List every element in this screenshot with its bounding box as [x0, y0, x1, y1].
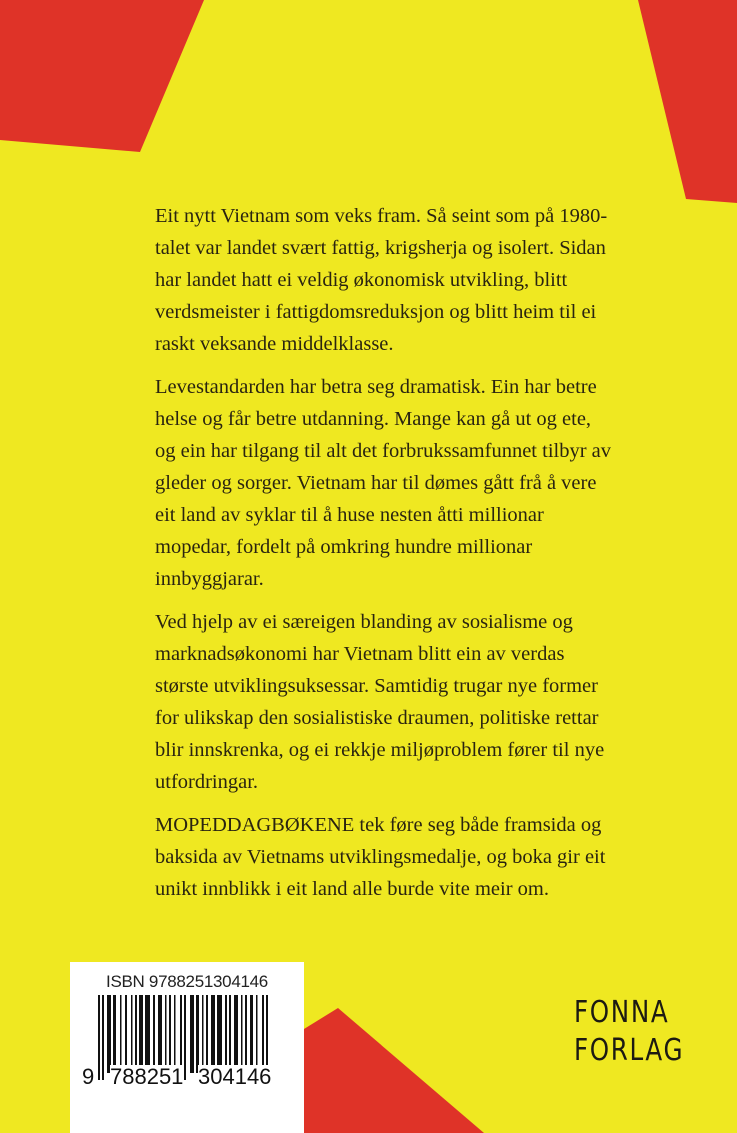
publisher-logo — [574, 994, 684, 1070]
back-cover-blurb — [155, 200, 615, 916]
blurb-paragraph-3: Ved hjelp av ei særeigen blanding av sosialisme og marknadsøkonomi har Vietnam blitt ein av verdas største utviklingsuksessar. Samtidig trugar nye former for ulikskap den sosialistiske draumen, politiske rettar blir innskrenka, og ei rekkje miljøproblem fører til nye utfordringar. — [155, 611, 605, 793]
publisher-name-line-2: FORLAG — [574, 1033, 685, 1068]
publisher-name-line-1: FONNA — [574, 995, 670, 1030]
isbn-barcode — [70, 962, 304, 1133]
blurb-paragraph-2: Levestandarden har betra seg dramatisk. Ein har betre helse og får betre utdanning. Mange kan gå ut og ete, og ein har tilgang til alt det forbrukssamfunnet tilbyr av gleder og sorger. Vietnam har til dømes gått frå å vere eit land av syklar til å huse nesten åtti millionar mopedar, fordelt på omkring hundre millionar innbyggjarar. — [155, 376, 612, 590]
barcode-digits-right: 304146 — [198, 1064, 272, 1089]
blurb-paragraph-1: Eit nytt Vietnam som veks fram. Så seint som på 1980-talet var landet svært fattig, krigsherja og isolert. Sidan har landet hatt ei veldig økonomisk utvikling, blitt verdsmeister i fattigdomsreduksjon og blitt heim til ei raskt veksande middelklasse. — [155, 205, 608, 355]
barcode-digits-left: 788251 — [110, 1064, 184, 1089]
barcode-digit-first: 9 — [82, 1064, 95, 1089]
blurb-paragraph-4: MOPEDDAGBØKENE tek føre seg både framsida og baksida av Vietnams utviklingsmedalje, og boka gir eit unikt innblikk i eit land alle burde vite meir om. — [155, 814, 606, 900]
isbn-label: ISBN 9788251304146 — [106, 972, 268, 991]
